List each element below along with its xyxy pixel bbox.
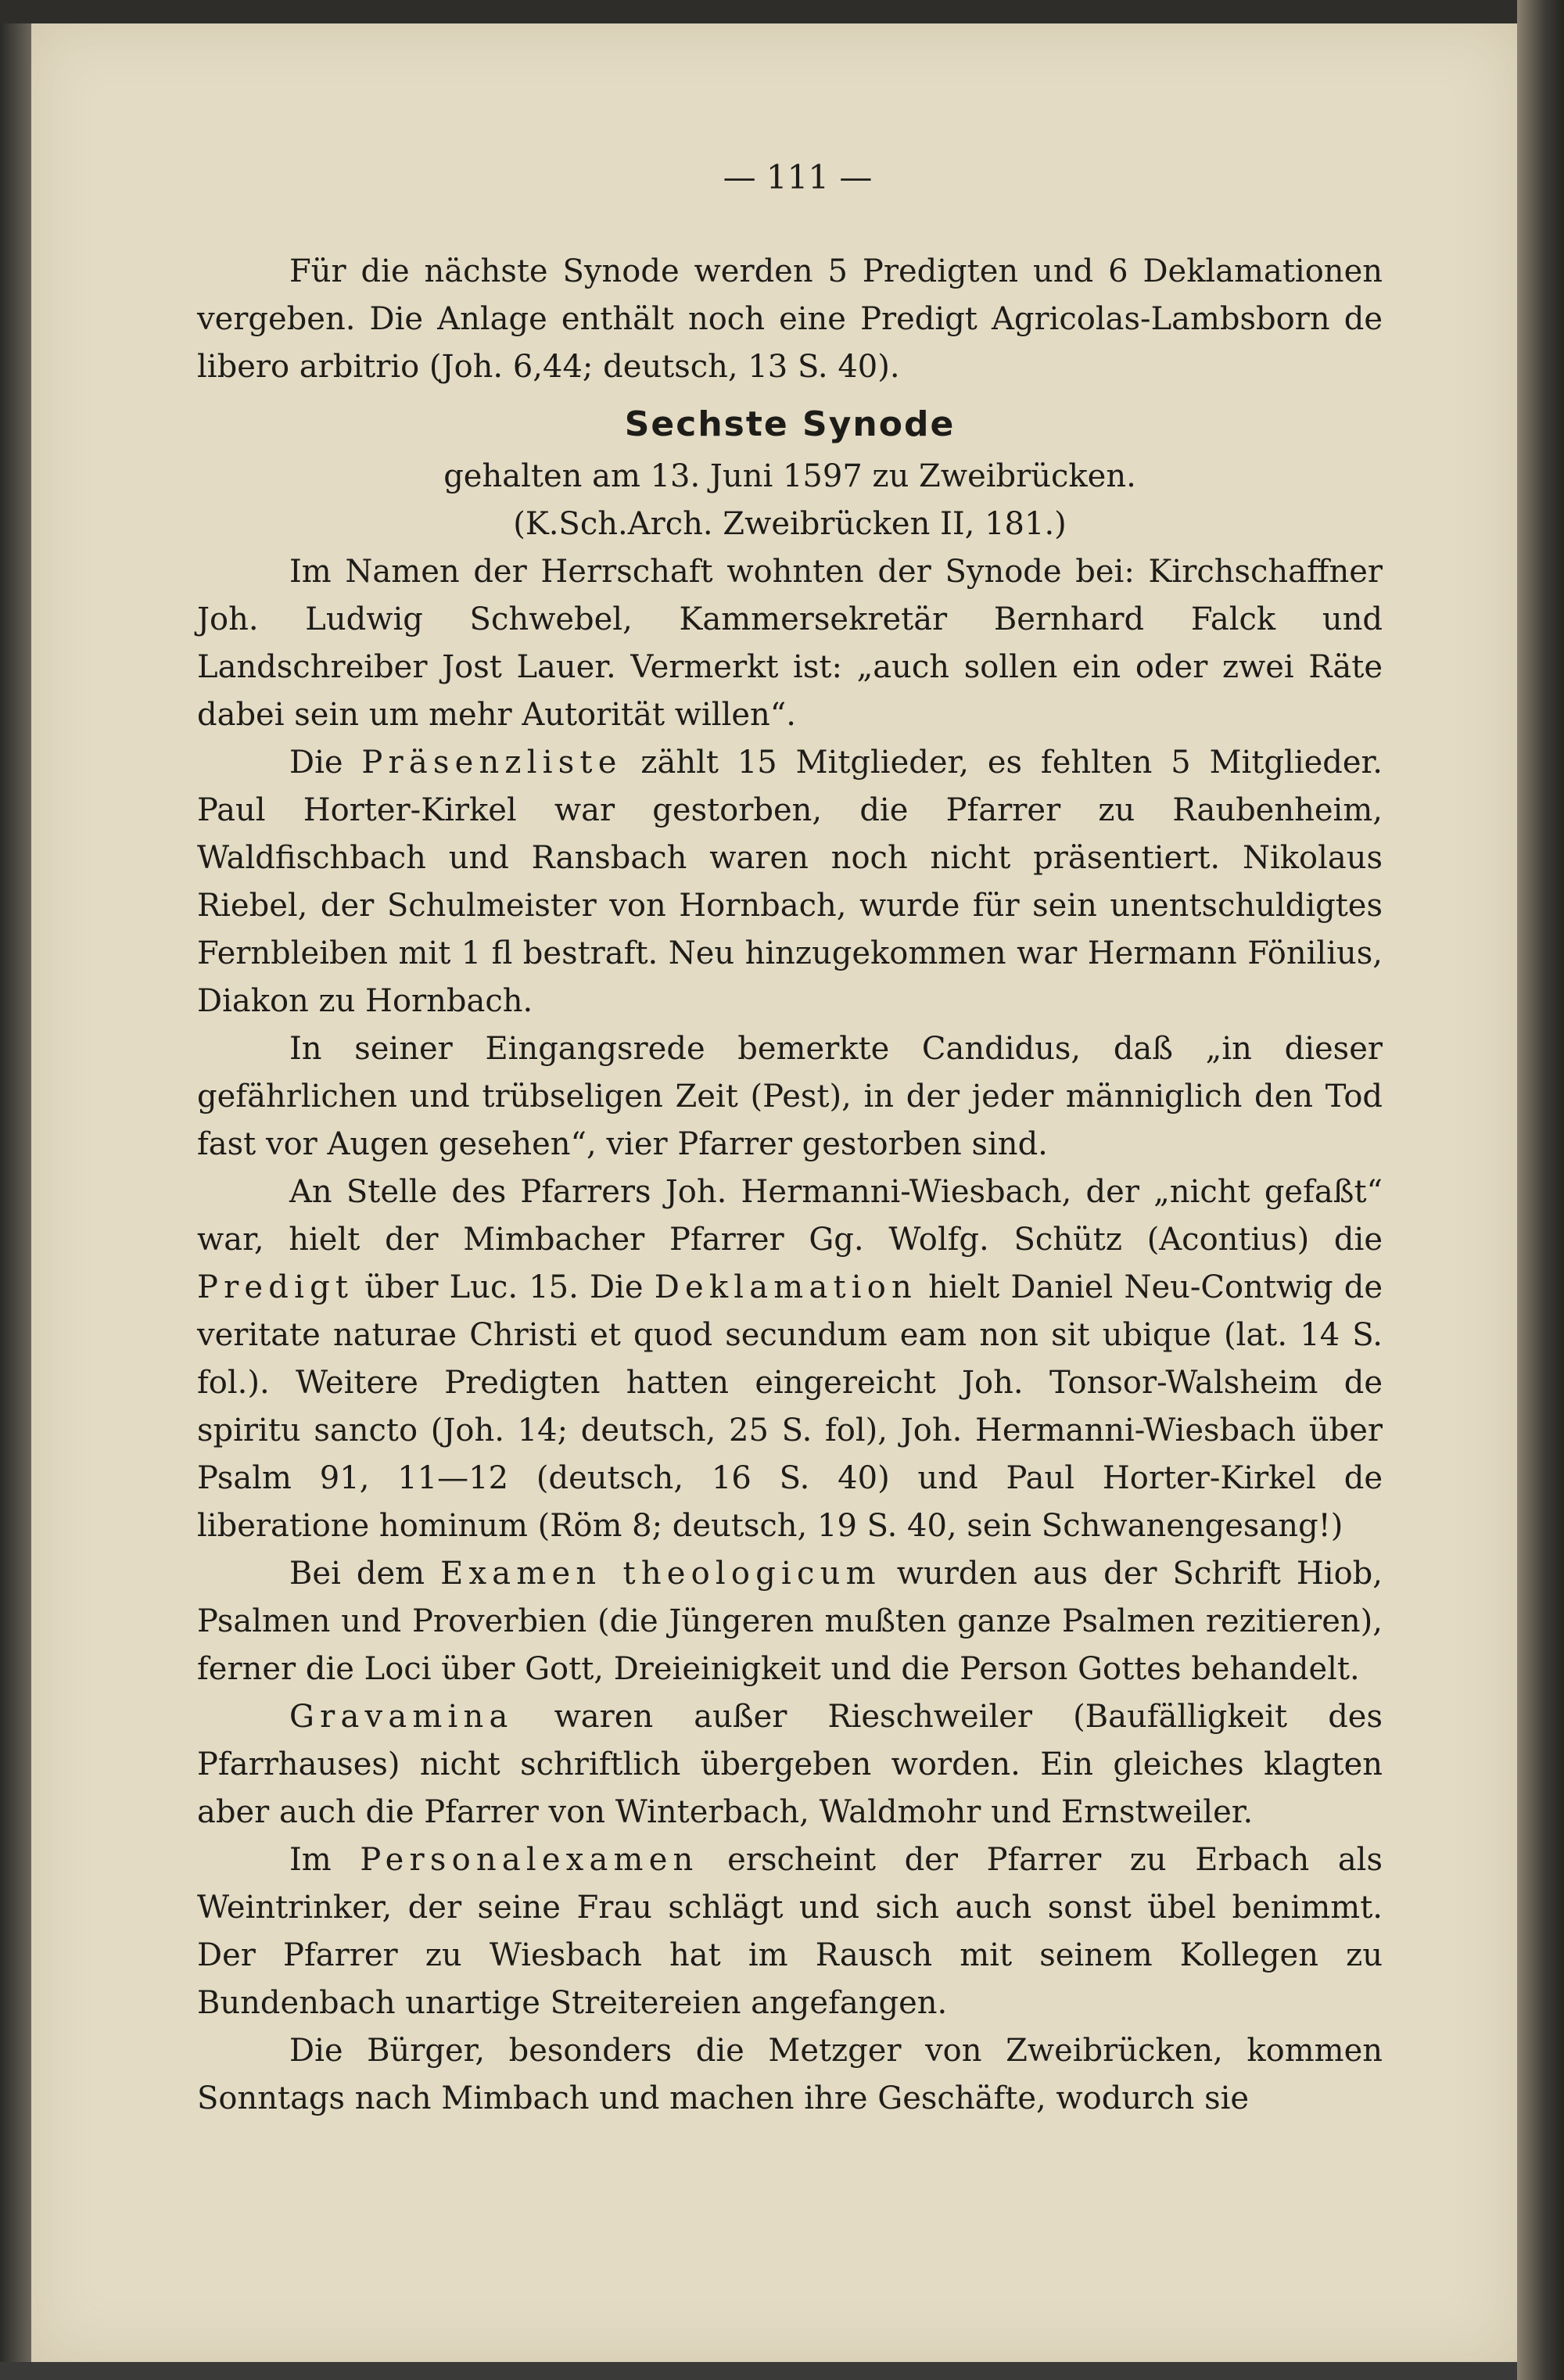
paragraph-opening-speech: In seiner Eingangsrede bemerkte Candidus, daß „in dieser gefährlichen und trübseligen Zeit (Pest), in der jeder männiglich den Tod fast vor Augen gesehen“, vier Pfarrer gestorben sind. [197, 1031, 1383, 1162]
text-run: An Stelle des Pfarrers Joh. Hermanni-Wiesbach, der „nicht gefaßt“ war, hielt der Mimbacher Pfarrer Gg. Wolfg. Schütz (Acontius) die [197, 1174, 1383, 1258]
book-page-edges [1517, 0, 1564, 2380]
paragraph-gravamina [197, 1693, 1383, 1836]
section-source-line: (K.Sch.Arch. Zweibrücken II, 181.) [513, 506, 1067, 542]
paragraph-attendance-list [197, 739, 1383, 1025]
paragraph-sermons [197, 1168, 1383, 1550]
section-date-line: gehalten am 13. Juni 1597 zu Zweibrücken. [443, 458, 1136, 494]
text-run: Die [289, 745, 362, 781]
emphasis-text: Personalexamen [360, 1842, 699, 1878]
text-run: zählt 15 Mitglieder, es fehlten 5 Mitglieder. Paul Horter-Kirkel war gestorben, die Pfarrer zu Raubenheim, Waldfischbach und Ransbach waren noch nicht präsentiert. Nikolaus Riebel, der Schulmeister von Hornbach, wurde für sein unentschuldigtes Fernbleiben mit 1 fl bestraft. Neu hinzugekommen war Hermann Fönilius, Diakon zu Hornbach. [197, 745, 1383, 1019]
text-run: wurden aus der Schrift Hiob, Psalmen und Proverbien (die Jüngeren mußten ganze Psalmen rezitieren), ferner die Loci über Gott, Dreieinigkeit und die Person Gottes behandelt. [197, 1556, 1383, 1687]
text-run: Bei dem [289, 1556, 441, 1592]
text-run: erscheint der Pfarrer zu Erbach als Weintrinker, der seine Frau schlägt und sich auch sonst übel benimmt. Der Pfarrer zu Wiesbach hat im Rausch mit seinem Kollegen zu Bundenbach unartige Streitereien angefangen. [197, 1842, 1383, 2021]
text-run: Im [289, 1842, 361, 1878]
paragraph-personal-exam [197, 1836, 1383, 2027]
text-run: über Luc. 15. Die [353, 1269, 655, 1305]
paragraph-exam-theology [197, 1550, 1383, 1693]
emphasis-text: Gravamina [289, 1699, 514, 1735]
section-title: Sechste Synode [624, 404, 956, 444]
emphasis-text: Predigt [197, 1269, 354, 1305]
scan-top-edge [0, 0, 1564, 23]
page-content [197, 153, 1383, 2123]
book-spine [0, 23, 31, 2362]
text-run: waren außer Rieschweiler (Baufälligkeit des Pfarrhauses) nicht schriftlich übergeben worden. Ein gleiches klagten aber auch die Pfarrer von Winterbach, Waldmohr und Ernstweiler. [197, 1699, 1383, 1830]
paragraph-citizens: Die Bürger, besonders die Metzger von Zweibrücken, kommen Sonntags nach Mimbach und machen ihre Geschäfte, wodurch sie [197, 2033, 1383, 2116]
paragraph-attendance: Im Namen der Herrschaft wohnten der Synode bei: Kirchschaffner Joh. Ludwig Schwebel, Kammersekretär Bernhard Falck und Landschreiber Jost Lauer. Vermerkt ist: „auch sollen ein oder zwei Räte dabei sein um mehr Autorität willen“. [197, 554, 1383, 733]
emphasis-text: Deklamation [654, 1269, 917, 1305]
intro-paragraph: Für die nächste Synode werden 5 Predigten und 6 Deklamationen vergeben. Die Anlage enthält noch eine Predigt Agricolas-Lambsborn de libero arbitrio (Joh. 6,44; deutsch, 13 S. 40). [197, 253, 1383, 385]
emphasis-text: Präsenzliste [361, 745, 622, 781]
text-run: hielt Daniel Neu-Contwig de veritate naturae Christi et quod secundum eam non sit ubique (lat. 14 S. fol.). Weitere Predigten hatten eingereicht Joh. Tonsor-Walsheim de spiritu sancto (Joh. 14; deutsch, 25 S. fol), Joh. Hermanni-Wiesbach über Psalm 91, 11—12 (deutsch, 16 S. 40) und Paul Horter-Kirkel de liberatione hominum (Röm 8; deutsch, 19 S. 40, sein Schwanengesang!) [197, 1269, 1383, 1544]
emphasis-text: Examen theologicum [440, 1556, 881, 1592]
page-number: — 111 — [723, 158, 873, 196]
